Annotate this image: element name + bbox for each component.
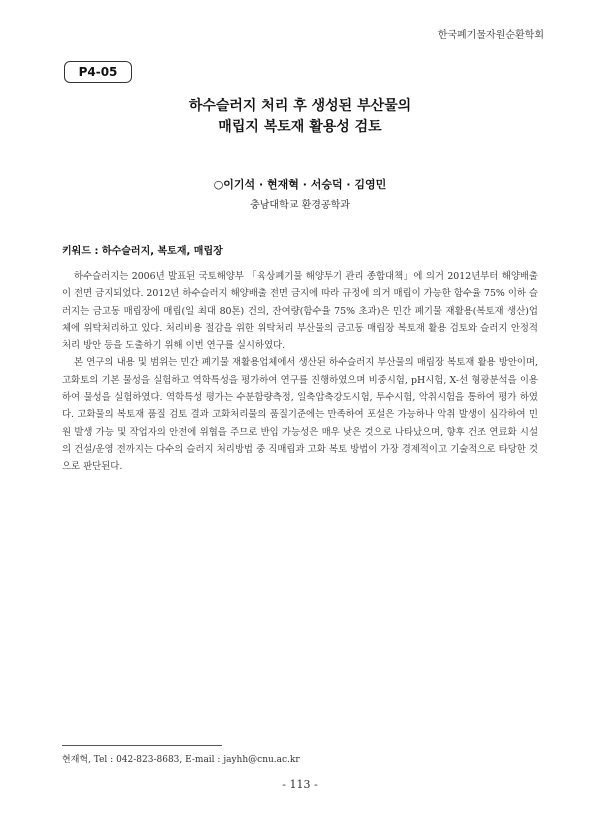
- abstract-paragraph-1: 하수슬러지는 2006년 발표된 국토해양부 「육상폐기물 해양투기 관리 종합대책」에 의거 2012년부터 해양배출이 전면 금지되었다. 2012년 하수슬러지 해양배출 전면 금지에 따라 규정에 의거 매립이 가능한 함수율 75% 이하 슬러지는 금고동 매립장에 매립(일 최대 80톤) 건의, 잔여량(함수율 75% 초과)은 민간 폐기물 재활용(복토재 생산)업체에 위탁처리하고 있다. 처리비용 절감을 위한 위탁처리 부산물의 금고동 매립장 복토재 활용 검토와 슬러지 안정적 처리 방안 등을 도출하기 위해 이번 연구를 실시하였다.: [62, 271, 538, 352]
- abstract-paragraph-2: 본 연구의 내용 및 범위는 민간 폐기물 재활용업체에서 생산된 하수슬러지 부산물의 매립장 복토재 활용 방안이며, 고화토의 기본 물성을 실험하고 역학특성을 평가하여 연구를 진행하였으며 비중시험, pH시험, X-선 형광분석을 이용하여 물성을 실험하였다. 역학특성 평가는 수분함량측정, 일축압축강도시험, 투수시험, 악취시험을 통하여 평가 하였다. 고화물의 복토재 품질 검토 결과 고화처리물의 품질기준에는 만족하여 포설은 가능하나 악취 발생이 심각하여 민원 발생 가능 및 작업자의 안전에 위협을 주므로 반입 가능성은 매우 낮은 것으로 나타났으며, 향후 건조 연료화 시설의 건설/운영 전까지는 다수의 슬러지 처리방법 중 직매립과 고화 복토 방법이 가장 경제적이고 기술적으로 타당한 것으로 판단된다.: [62, 357, 538, 473]
- paper-title: [0, 96, 600, 138]
- abstract-body: [62, 268, 538, 476]
- author-list: ○이기석 · 현재혁 · 서승덕 · 김영민: [213, 178, 387, 191]
- footnote-contact: 현재혁, Tel : 042-823-8683, E-mail : jayhh@cnu.ac.kr: [62, 755, 300, 765]
- affiliation: 충남대학교 환경공학과: [250, 200, 350, 211]
- page-number: - 113 -: [282, 778, 318, 791]
- journal-header: 한국폐기물자원순환학회: [437, 30, 544, 41]
- paper-title-line-1: 하수슬러지 처리 후 생성된 부산물의: [188, 98, 412, 114]
- keywords: 키워드 : 하수슬러지, 복토재, 매립장: [62, 246, 223, 257]
- paper-id-badge: P4-05: [64, 61, 132, 83]
- footnote-divider: [62, 745, 222, 746]
- paper-title-line-2: 매립지 복토재 활용성 검토: [218, 119, 382, 135]
